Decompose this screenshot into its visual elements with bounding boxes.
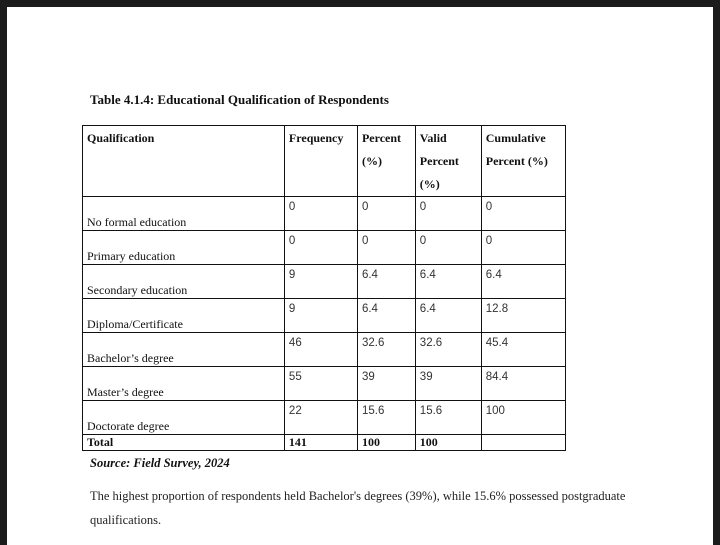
table-row <box>83 401 566 435</box>
valid-percent-cell: 0 <box>415 197 481 231</box>
header-valid-percent: Valid Percent (%) <box>415 126 481 197</box>
cumulative-percent-cell: 6.4 <box>481 265 565 299</box>
frequency-cell: 55 <box>284 367 357 401</box>
header-qualification: Qualification <box>83 126 285 197</box>
frequency-cell: 9 <box>284 299 357 333</box>
frequency-cell: 46 <box>284 333 357 367</box>
valid-percent-cell: 6.4 <box>415 299 481 333</box>
row-label: Primary education <box>83 231 285 265</box>
header-row <box>83 126 566 197</box>
table-row <box>83 231 566 265</box>
percent-cell: 0 <box>357 197 415 231</box>
cumulative-percent-cell: 12.8 <box>481 299 565 333</box>
valid-percent-cell: 32.6 <box>415 333 481 367</box>
total-cumulative-percent <box>481 435 565 451</box>
table-row <box>83 197 566 231</box>
valid-percent-cell: 0 <box>415 231 481 265</box>
percent-cell: 15.6 <box>357 401 415 435</box>
total-row <box>83 435 566 451</box>
total-label: Total <box>83 435 285 451</box>
row-label: No formal education <box>83 197 285 231</box>
body-paragraph: The highest proportion of respondents held Bachelor's degrees (39%), while 15.6% possessed postgraduate qualifications. <box>90 489 626 527</box>
cumulative-percent-cell: 100 <box>481 401 565 435</box>
frequency-cell: 9 <box>284 265 357 299</box>
total-percent: 100 <box>357 435 415 451</box>
percent-cell: 6.4 <box>357 265 415 299</box>
frequency-cell: 22 <box>284 401 357 435</box>
percent-cell: 32.6 <box>357 333 415 367</box>
document-page <box>7 7 713 545</box>
header-cumulative-percent: Cumulative Percent (%) <box>481 126 565 197</box>
cumulative-percent-cell: 0 <box>481 231 565 265</box>
percent-cell: 0 <box>357 231 415 265</box>
percent-cell: 6.4 <box>357 299 415 333</box>
row-label: Diploma/Certificate <box>83 299 285 333</box>
percent-cell: 39 <box>357 367 415 401</box>
frequency-cell: 0 <box>284 197 357 231</box>
row-label: Bachelor’s degree <box>83 333 285 367</box>
header-frequency: Frequency <box>284 126 357 197</box>
valid-percent-cell: 15.6 <box>415 401 481 435</box>
table-row <box>83 367 566 401</box>
valid-percent-cell: 6.4 <box>415 265 481 299</box>
cumulative-percent-cell: 0 <box>481 197 565 231</box>
qualification-table <box>82 125 566 451</box>
table-row <box>83 333 566 367</box>
cumulative-percent-cell: 84.4 <box>481 367 565 401</box>
frequency-cell: 0 <box>284 231 357 265</box>
row-label: Master’s degree <box>83 367 285 401</box>
row-label: Doctorate degree <box>83 401 285 435</box>
total-frequency: 141 <box>284 435 357 451</box>
header-percent: Percent (%) <box>357 126 415 197</box>
table-title: Table 4.1.4: Educational Qualification of Respondents <box>90 92 389 107</box>
table-row <box>83 265 566 299</box>
row-label: Secondary education <box>83 265 285 299</box>
table-row <box>83 299 566 333</box>
source-note: Source: Field Survey, 2024 <box>90 456 230 470</box>
total-valid-percent: 100 <box>415 435 481 451</box>
cumulative-percent-cell: 45.4 <box>481 333 565 367</box>
valid-percent-cell: 39 <box>415 367 481 401</box>
